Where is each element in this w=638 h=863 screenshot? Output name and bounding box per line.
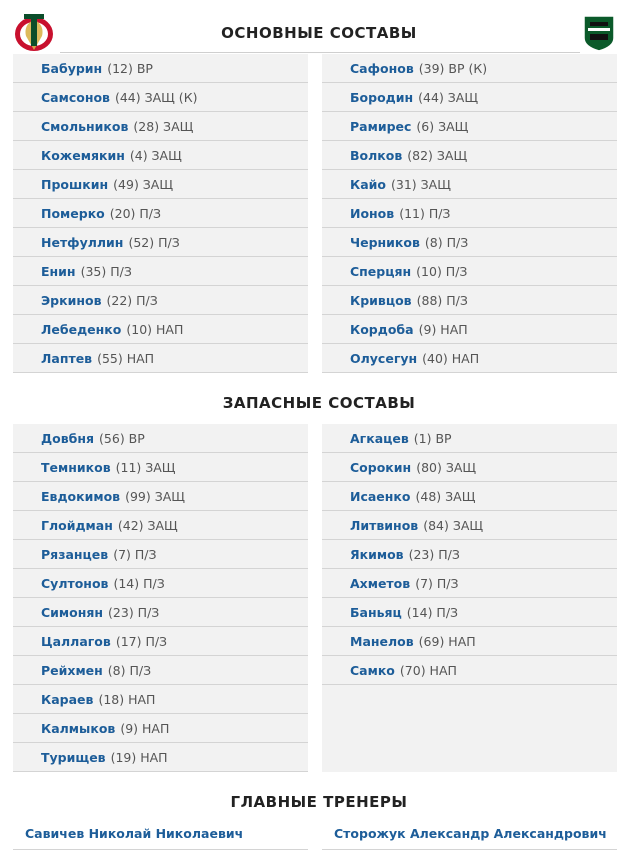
list-item[interactable] [322, 228, 617, 257]
player-name: Калмыков [41, 720, 116, 736]
list-item[interactable] [322, 424, 617, 453]
player-name: Кожемякин [41, 147, 125, 163]
list-item[interactable] [13, 482, 308, 511]
player-meta: (44) ЗАЩ [418, 89, 479, 105]
player-meta: (9) НАП [120, 720, 170, 736]
player-meta: (99) ЗАЩ [125, 488, 185, 504]
player-meta: (80) ЗАЩ [416, 459, 477, 475]
player-meta: (12) ВР [107, 60, 153, 76]
player-name: Литвинов [350, 517, 419, 533]
player-name: Лаптев [41, 350, 93, 366]
player-meta: (49) ЗАЩ [113, 176, 174, 192]
player-name: Караев [41, 691, 94, 707]
head-coaches-title: ГЛАВНЫЕ ТРЕНЕРЫ [230, 793, 408, 811]
player-meta: (22) П/З [106, 292, 158, 308]
player-name: Довбня [41, 430, 95, 446]
player-meta: (23) П/З [408, 546, 460, 562]
player-name: Цаллагов [41, 633, 111, 649]
list-item[interactable] [13, 54, 308, 83]
player-name: Нетфуллин [41, 234, 124, 250]
starting-lineups-title: ОСНОВНЫЕ СОСТАВЫ [221, 24, 417, 42]
player-meta: (10) П/З [416, 263, 468, 279]
home-coach-name[interactable]: Савичев Николай Николаевич [13, 826, 308, 850]
list-item[interactable] [322, 83, 617, 112]
list-item[interactable] [13, 141, 308, 170]
player-meta: (40) НАП [422, 350, 480, 366]
player-name: Сафонов [350, 60, 414, 76]
player-name: Темников [41, 459, 111, 475]
home-starting-list [13, 54, 308, 373]
list-item[interactable] [13, 112, 308, 141]
away-coach-name[interactable]: Сторожук Александр Александрович [322, 826, 617, 850]
away-starting-list [322, 54, 617, 373]
list-item[interactable] [322, 170, 617, 199]
player-meta: (84) ЗАЩ [423, 517, 484, 533]
list-item[interactable] [13, 540, 308, 569]
player-name: Кордоба [350, 321, 414, 337]
list-item[interactable] [13, 257, 308, 286]
player-meta: (42) ЗАЩ [117, 517, 178, 533]
player-name: Агкацев [350, 430, 409, 446]
list-item[interactable] [322, 344, 617, 373]
player-meta: (7) П/З [415, 575, 459, 591]
player-name: Турищев [41, 749, 106, 765]
list-item[interactable] [13, 685, 308, 714]
player-meta: (55) НАП [97, 350, 155, 366]
list-item[interactable] [322, 482, 617, 511]
player-meta: (82) ЗАЩ [407, 147, 468, 163]
list-item[interactable] [13, 315, 308, 344]
list-item[interactable] [322, 656, 617, 685]
player-meta: (19) НАП [110, 749, 168, 765]
player-meta: (39) ВР (К) [418, 60, 488, 76]
player-meta: (9) НАП [418, 321, 468, 337]
away-subs-list [322, 424, 617, 772]
list-item[interactable] [322, 315, 617, 344]
list-item[interactable] [13, 569, 308, 598]
list-item[interactable] [322, 627, 617, 656]
player-meta: (1) ВР [413, 430, 452, 446]
player-meta: (6) ЗАЩ [416, 118, 469, 134]
player-meta: (48) ЗАЩ [415, 488, 476, 504]
player-name: Прошкин [41, 176, 109, 192]
player-name: Сперцян [350, 263, 412, 279]
player-meta: (10) НАП [126, 321, 184, 337]
player-name: Рейхмен [41, 662, 103, 678]
list-item[interactable] [13, 743, 308, 772]
player-meta: (56) ВР [99, 430, 145, 446]
player-name: Самко [350, 662, 395, 678]
player-meta: (11) ЗАЩ [115, 459, 176, 475]
player-meta: (8) П/З [424, 234, 469, 250]
player-name: Рамирес [350, 118, 412, 134]
list-item[interactable] [13, 424, 308, 453]
player-meta: (17) П/З [115, 633, 168, 649]
player-name: Симонян [41, 604, 104, 620]
list-item[interactable] [322, 540, 617, 569]
player-name: Кривцов [350, 292, 412, 308]
player-name: Олусегун [350, 350, 418, 366]
player-name: Волков [350, 147, 403, 163]
player-meta: (28) ЗАЩ [133, 118, 194, 134]
player-meta: (18) НАП [98, 691, 156, 707]
list-item[interactable] [13, 714, 308, 743]
list-item[interactable] [13, 656, 308, 685]
player-name: Евдокимов [41, 488, 121, 504]
list-item[interactable] [322, 511, 617, 540]
list-item[interactable] [322, 257, 617, 286]
list-item[interactable] [13, 228, 308, 257]
player-meta: (20) П/З [109, 205, 162, 221]
player-meta: (14) П/З [406, 604, 459, 620]
list-item[interactable] [322, 141, 617, 170]
player-name: Черников [350, 234, 420, 250]
player-name: Баньяц [350, 604, 402, 620]
list-item[interactable] [322, 453, 617, 482]
list-item[interactable] [13, 453, 308, 482]
list-item[interactable] [13, 286, 308, 315]
player-name: Якимов [350, 546, 404, 562]
player-meta: (7) П/З [113, 546, 157, 562]
player-meta: (70) НАП [399, 662, 457, 678]
player-name: Кайо [350, 176, 386, 192]
list-item[interactable] [13, 199, 308, 228]
player-name: Самсонов [41, 89, 110, 105]
player-name: Лебеденко [41, 321, 122, 337]
player-name: Ахметов [350, 575, 411, 591]
player-meta: (8) П/З [107, 662, 152, 678]
list-item[interactable] [13, 598, 308, 627]
player-name: Бородин [350, 89, 414, 105]
player-meta: (69) НАП [418, 633, 476, 649]
player-meta: (4) ЗАЩ [129, 147, 182, 163]
list-item[interactable] [322, 112, 617, 141]
list-item[interactable] [322, 569, 617, 598]
player-name: Сорокин [350, 459, 412, 475]
list-item[interactable] [322, 54, 617, 83]
list-item[interactable] [322, 598, 617, 627]
player-meta: (11) П/З [399, 205, 451, 221]
home-subs-list [13, 424, 308, 772]
header-divider [60, 52, 580, 53]
list-item[interactable] [322, 199, 617, 228]
player-name: Глойдман [41, 517, 113, 533]
list-item[interactable] [13, 344, 308, 373]
player-name: Померко [41, 205, 105, 221]
player-name: Манелов [350, 633, 414, 649]
player-meta: (35) П/З [80, 263, 132, 279]
player-meta: (31) ЗАЩ [391, 176, 451, 192]
list-item[interactable] [13, 170, 308, 199]
player-name: Енин [41, 263, 76, 279]
player-name: Рязанцев [41, 546, 109, 562]
list-item[interactable] [322, 286, 617, 315]
list-item[interactable] [13, 83, 308, 112]
player-meta: (88) П/З [416, 292, 468, 308]
player-name: Султонов [41, 575, 109, 591]
list-item[interactable] [13, 627, 308, 656]
player-meta: (23) П/З [108, 604, 160, 620]
player-name: Эркинов [41, 292, 102, 308]
player-name: Ионов [350, 205, 395, 221]
player-meta: (14) П/З [113, 575, 165, 591]
player-name: Смольников [41, 118, 129, 134]
player-name: Бабурин [41, 60, 103, 76]
player-name: Исаенко [350, 488, 411, 504]
player-meta: (44) ЗАЩ (К) [114, 89, 198, 105]
list-item[interactable] [13, 511, 308, 540]
substitutes-title: ЗАПАСНЫЕ СОСТАВЫ [222, 394, 416, 412]
player-meta: (52) П/З [128, 234, 180, 250]
